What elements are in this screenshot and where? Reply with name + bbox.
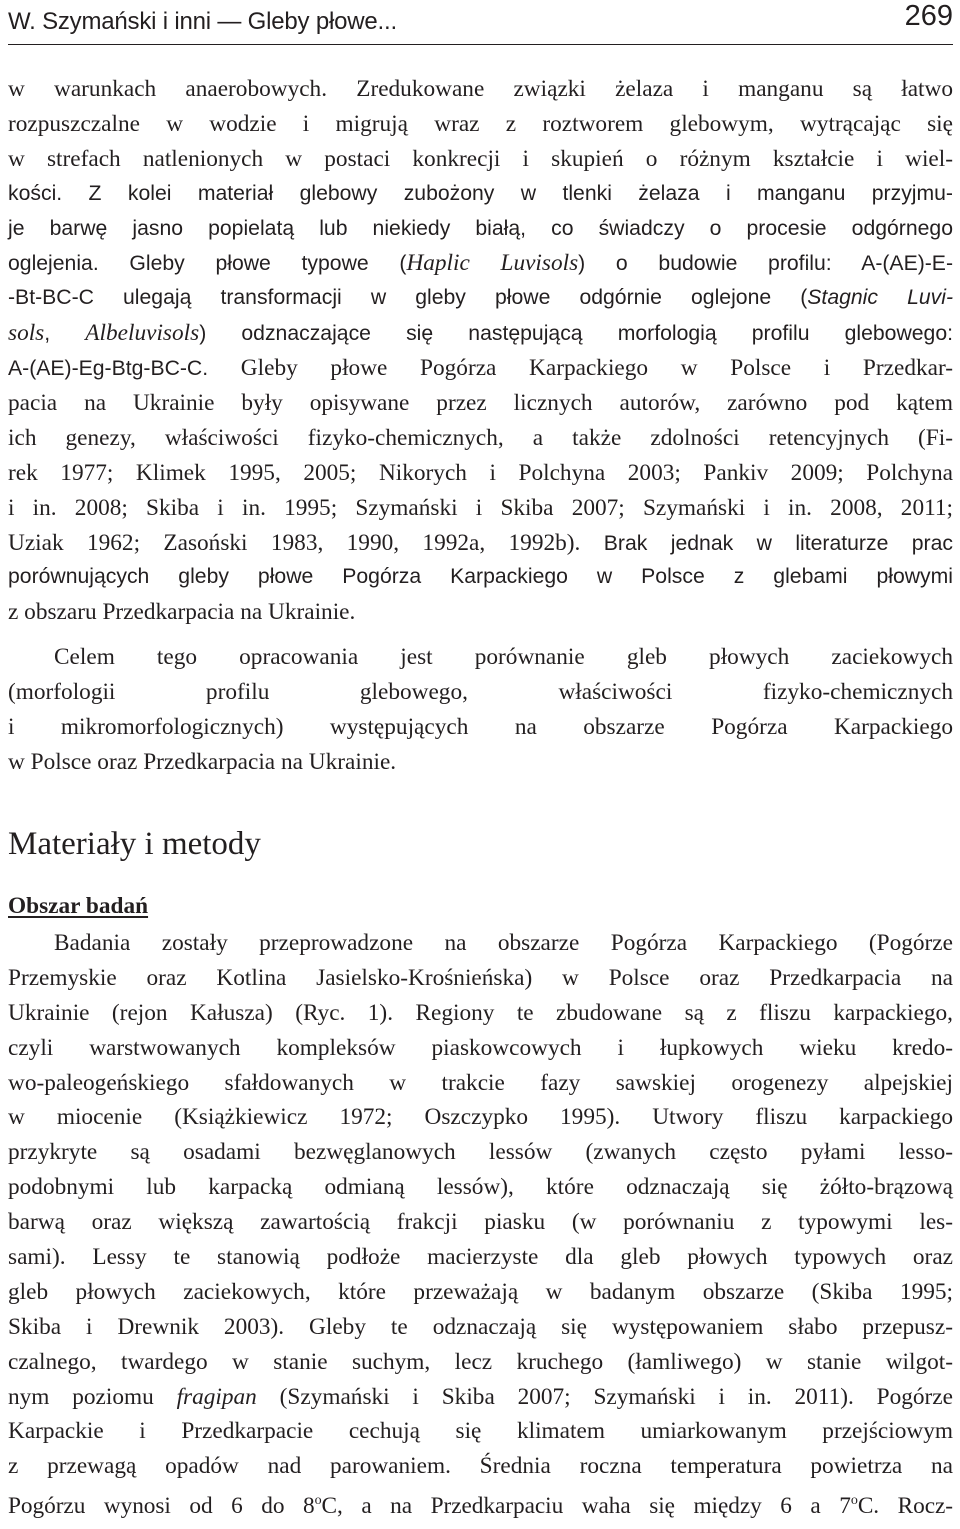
text-line: w Polsce oraz Przedkarpacia na Ukrainie. [8, 748, 397, 775]
text-line: pacia na Ukrainie były opisywane przez licznych autorów, zarówno pod kątem [8, 390, 953, 417]
running-title: W. Szymański i inni — Gleby płowe... [8, 8, 397, 35]
taxonomy-term: Stagnic Luvi- [807, 286, 953, 310]
text-segment: Rocz- [879, 1493, 953, 1520]
taxonomy-term: Albeluvisols [85, 320, 200, 347]
text-segment: nym poziomu [8, 1383, 177, 1410]
text-line [8, 1100, 953, 1135]
term-fragipan: fragipan [176, 1383, 257, 1410]
subsection-heading: Obszar badań [8, 893, 149, 919]
text-segment: w miocenie (Książkiewicz 1972; Oszczypko 1995). [8, 1104, 621, 1131]
text-line [8, 996, 953, 1031]
page-number: 269 [904, 0, 953, 32]
text-segment: ) odznaczające się następującą morfologią profilu glebowego: [199, 322, 953, 346]
text-segment: Utwory fliszu karpackiego [620, 1104, 953, 1131]
text-segment: ) o budowie profilu: A-(AE)-E- [578, 252, 953, 276]
degree-superscript: o [850, 1493, 858, 1509]
text-line [8, 281, 953, 316]
text-segment: oglejenia. Gleby płowe typowe ( [8, 252, 407, 276]
text-line: Celem tego opracowania jest porównanie gleb płowych zaciekowych [54, 644, 953, 670]
text-line: w strefach natlenionych w postaci konkrecji i skupień o różnym kształcie i wiel- [8, 145, 953, 172]
text-segment: C. [857, 1493, 880, 1520]
text-line: podobnymi lub karpacką odmianą lessów), które odznaczają się żółto-brązową [8, 1174, 953, 1201]
text-line: i in. 2008; Skiba i in. 1995; Szymański i Skiba 2007; Szymański i in. 2008, 2011; [8, 494, 953, 521]
text-line [8, 526, 953, 561]
text-line [8, 351, 953, 386]
text-line [8, 1449, 953, 1484]
taxonomy-term: Haplic Luvisols [406, 250, 579, 277]
text-line: gleb płowych zaciekowych, które przeważają w badanym obszarze (Skiba 1995; [8, 1278, 953, 1305]
text-segment: Pogórze [853, 1383, 953, 1410]
text-line: porównujących gleby płowe Pogórza Karpackiego w Polsce z glebami płowymi [8, 565, 953, 589]
text-line [8, 316, 953, 351]
text-line [8, 1484, 953, 1519]
text-segment: Ukrainie (rejon Kałusza) (Ryc. 1). [8, 999, 394, 1026]
text-line: ich genezy, właściwości fizyko-chemicznych, a także zdolności retencyjnych (Fi- [8, 424, 953, 451]
text-segment: z przewagą opadów nad parowaniem. [8, 1453, 451, 1480]
text-segment: Gleby te odznaczają się występowaniem słabo przepusz- [284, 1313, 953, 1340]
running-header [8, 0, 953, 45]
text-line: kości. Z kolei materiał glebowy zubożony w tlenki żelaza i manganu przyjmu- [8, 181, 953, 205]
text-segment: Średnia roczna temperatura powietrza na [450, 1453, 953, 1480]
text-line [8, 246, 953, 281]
text-line: Przemyskie oraz Kotlina Jasielsko-Krośnieńska) w Polsce oraz Przedkarpacia na [8, 964, 953, 991]
text-segment: A-(AE)-Eg-Btg-BC-C. [8, 357, 209, 381]
text-line [8, 1380, 953, 1415]
text-line: sami). Lessy te stanowią podłoże macierzyste dla gleb płowych typowych oraz [8, 1244, 953, 1271]
text-line: barwą oraz większą zawartością frakcji piasku (w porównaniu z typowymi les- [8, 1209, 953, 1236]
text-line: Karpackie i Przedkarpacie cechują się klimatem umiarkowanym przejściowym [8, 1418, 953, 1445]
text-line: je barwę jasno popielatą lub niekiedy białą, co świadczy o procesie odgórnego [8, 216, 953, 240]
text-segment: Regiony te zbudowane są z fliszu karpackiego, [393, 999, 953, 1026]
text-segment: , [44, 322, 86, 346]
aim-paragraph [8, 640, 953, 780]
text-line: Badania zostały przeprowadzone na obszarze Pogórza Karpackiego (Pogórze [54, 930, 953, 956]
document-page [8, 0, 953, 1520]
text-segment: Uziak 1962; Zasoński 1983, 1990, 1992a, 1992b). [8, 529, 581, 556]
text-line: czyli warstwowanych kompleksów piaskowcowych i łupkowych wieku kredo- [8, 1034, 953, 1061]
text-segment: C, a na Przedkarpaciu waha się między 6 a 7 [321, 1493, 851, 1520]
text-line: (morfologii profilu glebowego, właściwości fizyko-chemicznych [8, 678, 953, 705]
text-line: czalnego, twardego w stanie suchym, lecz kruchego (łamliwego) w stanie wilgot- [8, 1348, 953, 1375]
text-segment: Pogórzu wynosi od 6 do 8 [8, 1493, 315, 1520]
text-line: wo-paleogeńskiego sfałdowanych w trakcie fazy sawskiej orogenezy alpejskiej [8, 1069, 953, 1096]
intro-paragraph [8, 72, 953, 630]
text-segment: Brak jednak w literaturze prac [580, 531, 953, 555]
text-line: rek 1977; Klimek 1995, 2005; Nikorych i Polchyna 2003; Pankiv 2009; Polchyna [8, 459, 953, 486]
text-line: przykryte są osadami bezwęglanowych lessów (zwanych często pyłami lesso- [8, 1139, 953, 1166]
text-line: i mikromorfologicznych) występujących na obszarze Pogórza Karpackiego [8, 713, 953, 740]
degree-superscript: o [314, 1493, 322, 1509]
text-segment: Skiba i Drewnik 2003). [8, 1313, 285, 1340]
taxonomy-term: sols [8, 320, 45, 347]
text-line: z obszaru Przedkarpacia na Ukrainie. [8, 599, 356, 626]
text-line: rozpuszczalne w wodzie i migrują wraz z roztworem glebowym, wytrącając się [8, 110, 953, 137]
text-segment: -Bt-BC-C ulegają transformacji w gleby płowe odgórnie oglejone ( [8, 286, 808, 310]
section-heading: Materiały i metody [8, 826, 261, 862]
text-segment: Gleby płowe Pogórza Karpackiego w Polsce i Przedkar- [208, 355, 953, 382]
text-line [8, 1310, 953, 1345]
text-line: w warunkach anaerobowych. Zredukowane związki żelaza i manganu są łatwo [8, 76, 953, 102]
study-area-paragraph [8, 926, 953, 1519]
text-segment: (Szymański i Skiba 2007; Szymański i in. 2011). [256, 1383, 854, 1410]
